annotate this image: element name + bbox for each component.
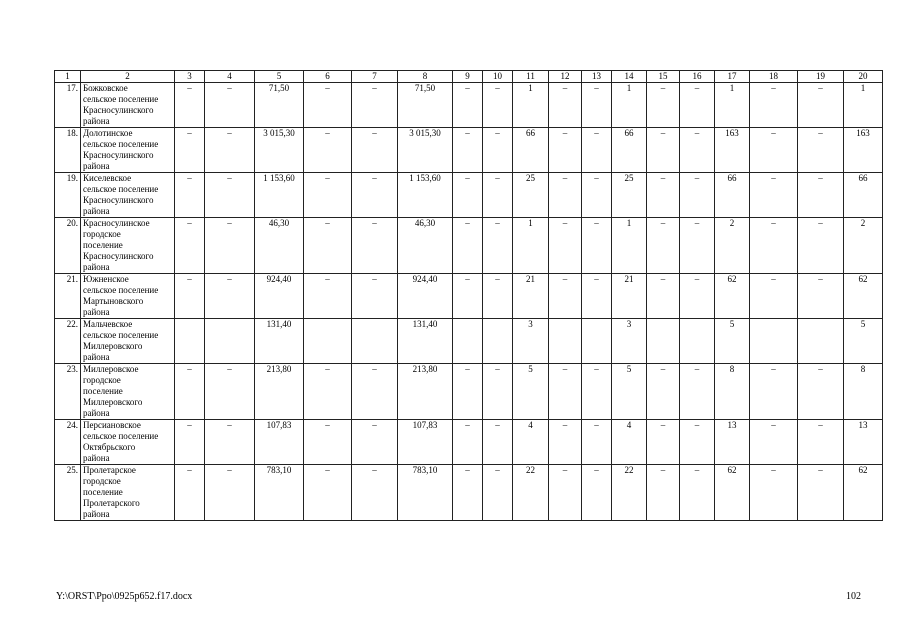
table-cell: – xyxy=(549,274,582,319)
table-cell: – xyxy=(205,420,255,465)
table-cell: – xyxy=(750,128,798,173)
settlement-name-line: городское xyxy=(83,476,121,486)
table-cell: 22 xyxy=(513,465,549,521)
table-cell: 46,30 xyxy=(398,218,453,274)
settlement-name-line: Миллеровского xyxy=(83,397,143,407)
table-cell: – xyxy=(453,128,483,173)
table-cell: – xyxy=(750,218,798,274)
row-number: 19. xyxy=(55,173,81,218)
settlement-name-line: района xyxy=(83,206,110,216)
table-cell: – xyxy=(453,420,483,465)
column-header: 15 xyxy=(647,71,680,83)
column-header: 14 xyxy=(612,71,647,83)
table-cell: 107,83 xyxy=(255,420,304,465)
table-cell: – xyxy=(582,274,612,319)
table-cell: – xyxy=(453,218,483,274)
settlement-name xyxy=(81,274,175,319)
column-header: 12 xyxy=(549,71,582,83)
table-cell: 3 xyxy=(513,319,549,364)
table-cell: – xyxy=(582,83,612,128)
settlement-name-line: Пролетарское xyxy=(83,465,136,475)
column-header: 16 xyxy=(680,71,715,83)
table-cell: – xyxy=(549,364,582,420)
settlement-name-line: сельское поселение xyxy=(83,184,159,194)
table-row xyxy=(55,420,883,465)
settlement-name-line: района xyxy=(83,352,110,362)
table-cell: – xyxy=(483,173,513,218)
table-cell: – xyxy=(582,465,612,521)
row-number: 25. xyxy=(55,465,81,521)
table-cell: – xyxy=(680,128,715,173)
table-cell: 71,50 xyxy=(255,83,304,128)
table-cell: – xyxy=(680,218,715,274)
settlement-name-line: района xyxy=(83,408,110,418)
table-cell xyxy=(680,319,715,364)
column-header: 2 xyxy=(81,71,175,83)
table-row xyxy=(55,128,883,173)
table-cell: – xyxy=(680,364,715,420)
table-cell xyxy=(175,319,205,364)
table-row xyxy=(55,364,883,420)
settlement-name-line: района xyxy=(83,116,110,126)
table-cell: – xyxy=(205,128,255,173)
settlement-name xyxy=(81,319,175,364)
column-header: 7 xyxy=(352,71,398,83)
table-cell: 5 xyxy=(612,364,647,420)
settlement-name-line: Мальчевское xyxy=(83,319,133,329)
table-cell: – xyxy=(175,128,205,173)
column-header: 4 xyxy=(205,71,255,83)
settlement-name-line: сельское поселение xyxy=(83,431,159,441)
settlement-name-line: Красносулинского xyxy=(83,195,154,205)
table-cell: – xyxy=(798,420,844,465)
table-cell: – xyxy=(304,83,352,128)
settlement-name-line: Красносулинского xyxy=(83,251,154,261)
column-header: 9 xyxy=(453,71,483,83)
settlement-name-line: Долотинское xyxy=(83,128,133,138)
table-cell xyxy=(582,319,612,364)
table-cell: – xyxy=(175,218,205,274)
table-cell: 783,10 xyxy=(255,465,304,521)
settlement-name-line: района xyxy=(83,307,110,317)
table-cell: – xyxy=(750,364,798,420)
table-cell: – xyxy=(798,128,844,173)
table-cell: – xyxy=(750,465,798,521)
table-header-row xyxy=(55,71,883,83)
table-cell: – xyxy=(453,83,483,128)
table-cell: 1 153,60 xyxy=(255,173,304,218)
table-cell: – xyxy=(304,364,352,420)
table-cell: 62 xyxy=(844,274,883,319)
settlement-name xyxy=(81,83,175,128)
settlement-name-line: сельское поселение xyxy=(83,330,159,340)
row-number: 22. xyxy=(55,319,81,364)
table-cell: – xyxy=(647,218,680,274)
table-cell: – xyxy=(483,465,513,521)
table-cell: 783,10 xyxy=(398,465,453,521)
table-cell xyxy=(304,319,352,364)
settlement-name-line: Южненское xyxy=(83,274,129,284)
table-cell: – xyxy=(483,364,513,420)
table-cell: – xyxy=(750,274,798,319)
table-cell: 71,50 xyxy=(398,83,453,128)
settlement-name xyxy=(81,173,175,218)
settlement-name-line: сельское поселение xyxy=(83,285,159,295)
table-cell: 4 xyxy=(513,420,549,465)
settlement-name-line: сельское поселение xyxy=(83,94,159,104)
table-cell: 62 xyxy=(715,274,750,319)
table-row xyxy=(55,319,883,364)
settlement-name xyxy=(81,128,175,173)
table-cell: – xyxy=(483,274,513,319)
table-cell xyxy=(549,319,582,364)
table-cell: – xyxy=(205,274,255,319)
table-cell xyxy=(798,319,844,364)
table-cell: – xyxy=(205,218,255,274)
column-header: 3 xyxy=(175,71,205,83)
table-cell: 66 xyxy=(513,128,549,173)
table-cell: – xyxy=(205,465,255,521)
table-cell: – xyxy=(352,128,398,173)
table-cell: 21 xyxy=(612,274,647,319)
table-cell: 107,83 xyxy=(398,420,453,465)
table-cell: – xyxy=(750,83,798,128)
table-cell: 131,40 xyxy=(398,319,453,364)
column-header: 5 xyxy=(255,71,304,83)
table-cell: – xyxy=(582,173,612,218)
settlement-name-line: поселение xyxy=(83,386,123,396)
table-cell: – xyxy=(647,128,680,173)
table-cell: – xyxy=(750,173,798,218)
footer-file-path: Y:\ORST\Ppo\0925p652.f17.docx xyxy=(56,591,193,602)
table-cell: 8 xyxy=(844,364,883,420)
row-number: 17. xyxy=(55,83,81,128)
table-cell: 1 xyxy=(715,83,750,128)
column-header: 8 xyxy=(398,71,453,83)
row-number: 20. xyxy=(55,218,81,274)
table-cell: 1 153,60 xyxy=(398,173,453,218)
table-cell: – xyxy=(549,128,582,173)
table-cell xyxy=(453,319,483,364)
table-cell: 8 xyxy=(715,364,750,420)
table-cell: – xyxy=(352,83,398,128)
settlement-name-line: Красносулинского xyxy=(83,105,154,115)
table-cell: 163 xyxy=(844,128,883,173)
table-cell: – xyxy=(352,364,398,420)
table-cell: – xyxy=(453,364,483,420)
settlement-name-line: поселение xyxy=(83,240,123,250)
table-cell: 924,40 xyxy=(255,274,304,319)
table-cell xyxy=(483,319,513,364)
table-cell: – xyxy=(647,465,680,521)
table-cell: – xyxy=(175,465,205,521)
table-cell: 25 xyxy=(513,173,549,218)
column-header: 6 xyxy=(304,71,352,83)
table-cell: – xyxy=(647,83,680,128)
table-cell: – xyxy=(798,83,844,128)
settlement-name-line: района xyxy=(83,453,110,463)
table-cell: – xyxy=(483,218,513,274)
settlement-name-line: Красносулинского xyxy=(83,150,154,160)
table-cell: – xyxy=(483,128,513,173)
table-cell: – xyxy=(582,364,612,420)
table-body xyxy=(55,83,883,521)
table-cell: 1 xyxy=(513,83,549,128)
table-cell: – xyxy=(352,274,398,319)
table-cell: – xyxy=(798,465,844,521)
table-cell: 3 015,30 xyxy=(398,128,453,173)
table-cell: – xyxy=(647,420,680,465)
table-cell: – xyxy=(647,173,680,218)
table-cell: 25 xyxy=(612,173,647,218)
settlement-name-line: городское xyxy=(83,375,121,385)
settlement-name-line: Киселевское xyxy=(83,173,132,183)
table-cell: – xyxy=(205,173,255,218)
settlement-name-line: Миллеровского xyxy=(83,341,143,351)
table-cell xyxy=(750,319,798,364)
table-cell: 13 xyxy=(844,420,883,465)
table-cell: – xyxy=(798,173,844,218)
column-header: 10 xyxy=(483,71,513,83)
table-row xyxy=(55,465,883,521)
table-cell: 21 xyxy=(513,274,549,319)
table-cell: – xyxy=(175,173,205,218)
table-row xyxy=(55,218,883,274)
table-cell: 66 xyxy=(612,128,647,173)
table-cell: – xyxy=(798,218,844,274)
table-cell: – xyxy=(549,420,582,465)
table-cell: – xyxy=(680,465,715,521)
table-cell: – xyxy=(453,173,483,218)
table-cell: – xyxy=(549,465,582,521)
table-cell: 5 xyxy=(844,319,883,364)
settlement-name-line: Красносулинское xyxy=(83,218,150,228)
table-cell: – xyxy=(304,465,352,521)
table-cell: – xyxy=(582,420,612,465)
table-cell: – xyxy=(205,83,255,128)
table-cell: – xyxy=(304,274,352,319)
row-number: 24. xyxy=(55,420,81,465)
table-cell: – xyxy=(680,173,715,218)
settlement-name-line: Октябрьского xyxy=(83,442,136,452)
table-cell: 62 xyxy=(715,465,750,521)
table-cell: 66 xyxy=(844,173,883,218)
table-cell: 66 xyxy=(715,173,750,218)
table-cell: – xyxy=(647,274,680,319)
table-cell: – xyxy=(483,83,513,128)
settlement-name-line: Персиановское xyxy=(83,420,141,430)
table-cell: – xyxy=(453,465,483,521)
table-cell: 2 xyxy=(715,218,750,274)
table-cell: – xyxy=(647,364,680,420)
settlement-name-line: Божковское xyxy=(83,83,128,93)
table-cell: – xyxy=(352,173,398,218)
table-cell: 2 xyxy=(844,218,883,274)
table-cell: – xyxy=(750,420,798,465)
settlement-name xyxy=(81,364,175,420)
table-cell: – xyxy=(352,465,398,521)
row-number: 18. xyxy=(55,128,81,173)
table-cell: 1 xyxy=(612,218,647,274)
settlement-name-line: городское xyxy=(83,229,121,239)
settlement-name xyxy=(81,465,175,521)
settlement-name xyxy=(81,218,175,274)
row-number: 23. xyxy=(55,364,81,420)
table-cell: – xyxy=(304,128,352,173)
table-cell: – xyxy=(304,218,352,274)
table-cell: 62 xyxy=(844,465,883,521)
settlement-name-line: района xyxy=(83,509,110,519)
column-header: 13 xyxy=(582,71,612,83)
settlement-name-line: сельское поселение xyxy=(83,139,159,149)
column-header: 11 xyxy=(513,71,549,83)
column-header: 1 xyxy=(55,71,81,83)
table-cell: 5 xyxy=(715,319,750,364)
settlement-name-line: Мартыновского xyxy=(83,296,144,306)
table-cell: 5 xyxy=(513,364,549,420)
table-cell: – xyxy=(680,274,715,319)
table-cell: – xyxy=(798,364,844,420)
table-row xyxy=(55,173,883,218)
table-cell: 22 xyxy=(612,465,647,521)
table-row xyxy=(55,274,883,319)
settlement-name-line: района xyxy=(83,161,110,171)
table-cell: – xyxy=(798,274,844,319)
settlement-name-line: поселение xyxy=(83,487,123,497)
table-cell: 46,30 xyxy=(255,218,304,274)
table-cell: – xyxy=(680,83,715,128)
table-cell: – xyxy=(549,218,582,274)
table-cell: – xyxy=(304,420,352,465)
table-cell: – xyxy=(175,420,205,465)
table-cell: – xyxy=(582,218,612,274)
column-header: 18 xyxy=(750,71,798,83)
footer-page-number: 102 xyxy=(846,591,861,602)
table-cell: – xyxy=(483,420,513,465)
table-cell: – xyxy=(352,218,398,274)
table-cell: 213,80 xyxy=(255,364,304,420)
column-header: 17 xyxy=(715,71,750,83)
table-cell: 924,40 xyxy=(398,274,453,319)
table-cell: – xyxy=(175,364,205,420)
table-cell xyxy=(205,319,255,364)
table-cell: – xyxy=(549,83,582,128)
settlement-name-line: Пролетарского xyxy=(83,498,140,508)
table-cell: – xyxy=(453,274,483,319)
settlement-name-line: района xyxy=(83,262,110,272)
table-cell: 3 015,30 xyxy=(255,128,304,173)
column-header: 19 xyxy=(798,71,844,83)
settlement-name xyxy=(81,420,175,465)
table-cell: 163 xyxy=(715,128,750,173)
table-cell: 13 xyxy=(715,420,750,465)
table-cell: – xyxy=(175,274,205,319)
table-cell: 3 xyxy=(612,319,647,364)
table-cell: – xyxy=(175,83,205,128)
table-cell: 1 xyxy=(513,218,549,274)
table-cell: – xyxy=(205,364,255,420)
table-cell: – xyxy=(304,173,352,218)
settlement-name-line: Миллеровское xyxy=(83,364,139,374)
table-cell: – xyxy=(549,173,582,218)
row-number: 21. xyxy=(55,274,81,319)
table-cell: – xyxy=(582,128,612,173)
table-cell xyxy=(352,319,398,364)
table-cell: – xyxy=(352,420,398,465)
table-cell: – xyxy=(680,420,715,465)
table-cell: 131,40 xyxy=(255,319,304,364)
table-cell: 4 xyxy=(612,420,647,465)
table-row xyxy=(55,83,883,128)
data-table xyxy=(54,70,883,521)
table-cell: 1 xyxy=(612,83,647,128)
column-header: 20 xyxy=(844,71,883,83)
table-cell: 213,80 xyxy=(398,364,453,420)
table-cell xyxy=(647,319,680,364)
table-cell: 1 xyxy=(844,83,883,128)
